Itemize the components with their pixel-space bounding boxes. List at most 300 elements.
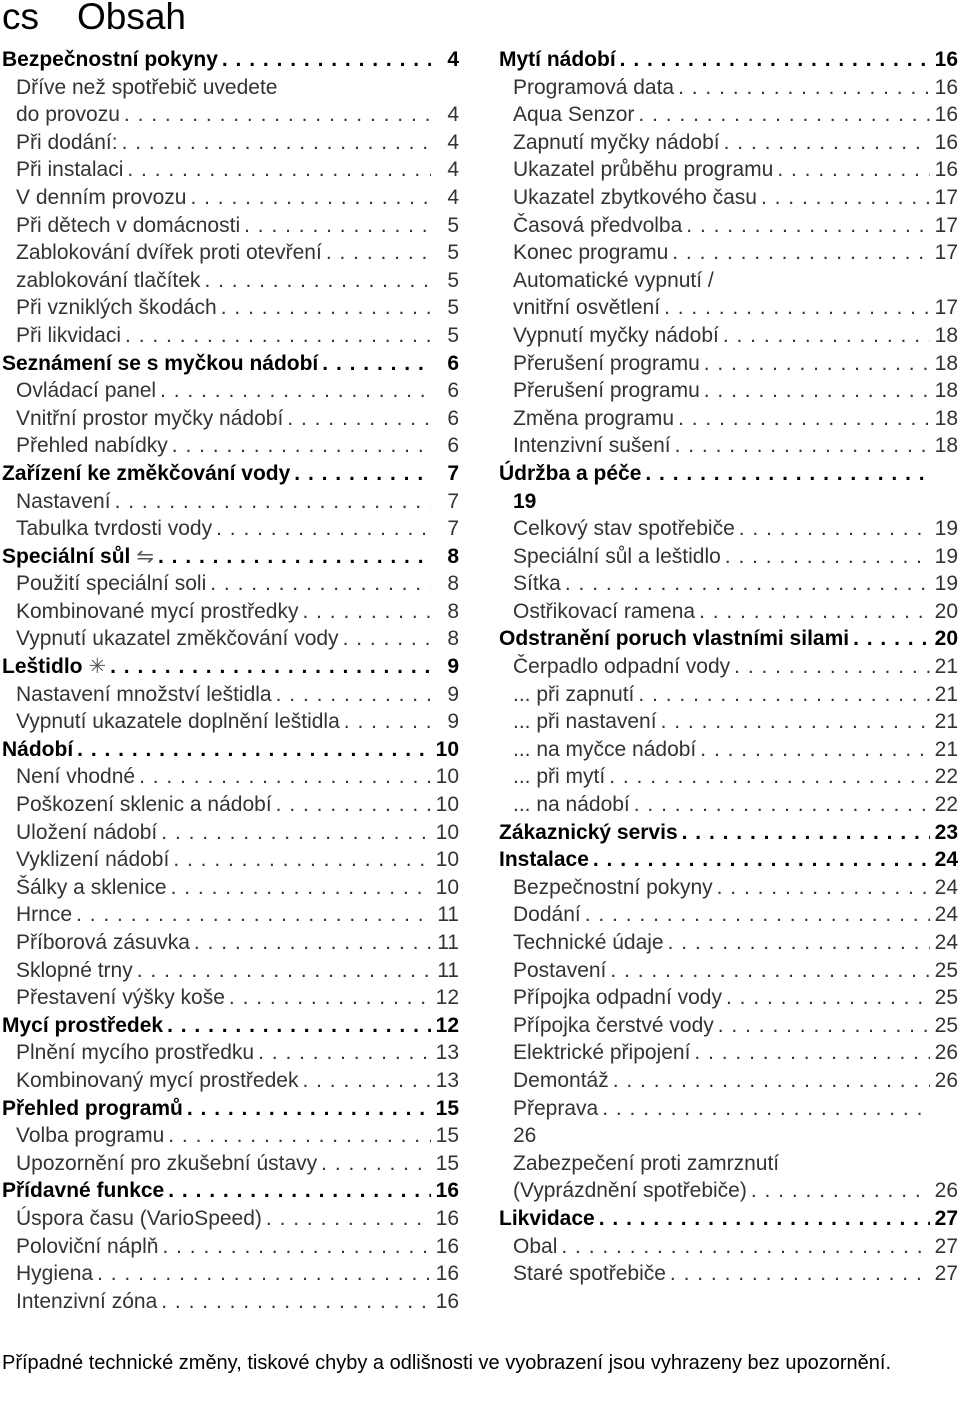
toc-entry[interactable] <box>2 901 459 929</box>
toc-entry[interactable] <box>499 929 958 957</box>
toc-entry[interactable] <box>499 322 958 350</box>
toc-entry[interactable] <box>2 1150 459 1178</box>
toc-entry-title: Elektrické připojení <box>513 1041 691 1065</box>
toc-page-number: 11 <box>437 903 459 927</box>
toc-entry[interactable] <box>499 377 958 405</box>
dot-leader <box>726 984 930 1012</box>
toc-entry-title: Vypnutí myčky nádobí <box>513 323 719 347</box>
toc-entry[interactable] <box>499 515 958 543</box>
toc-page-number: 16 <box>435 1206 459 1230</box>
toc-entry-title: Technické údaje <box>513 931 664 954</box>
page-title: Obsah <box>77 0 187 37</box>
dot-leader <box>717 874 930 902</box>
toc-entry-title: Leštidlo <box>2 655 83 679</box>
toc-entry[interactable] <box>2 819 459 847</box>
dot-leader <box>124 101 431 129</box>
toc-entry[interactable] <box>499 1122 958 1150</box>
toc-entry[interactable] <box>499 156 958 184</box>
toc-entry-title: Seznámení se s myčkou nádobí <box>2 351 319 375</box>
toc-entry-title: ... při zapnutí <box>513 682 635 706</box>
toc-entry[interactable] <box>2 874 459 902</box>
toc-entry[interactable] <box>499 267 958 295</box>
toc-entry-title: Tabulka tvrdosti vody <box>16 517 213 541</box>
toc-entry[interactable] <box>2 570 459 598</box>
toc-entry[interactable] <box>499 736 958 764</box>
toc-page-number: 9 <box>447 682 459 706</box>
dot-leader <box>190 184 431 212</box>
toc-page-number: 21 <box>934 655 958 679</box>
dot-leader <box>602 1095 930 1123</box>
dot-leader <box>222 46 431 74</box>
toc-page-number: 7 <box>447 489 459 513</box>
toc-page-number: 8 <box>447 572 459 596</box>
toc-entry-title: (Vyprázdnění spotřebiče) <box>513 1179 747 1203</box>
toc-section[interactable] <box>2 460 459 488</box>
toc-entry[interactable] <box>2 432 459 460</box>
toc-entry-title: Konec programu <box>513 241 669 265</box>
toc-section[interactable] <box>499 846 958 874</box>
toc-entry[interactable] <box>499 984 958 1012</box>
toc-entry-title: Mycí prostředek <box>2 1013 164 1037</box>
toc-entry-title: Poloviční náplň <box>16 1234 159 1258</box>
toc-page-number: 4 <box>447 130 459 154</box>
toc-entry[interactable] <box>499 1260 958 1288</box>
toc-entry[interactable] <box>2 1039 459 1067</box>
toc-entry[interactable] <box>2 405 459 433</box>
toc-entry[interactable] <box>2 267 459 295</box>
toc-entry[interactable] <box>2 377 459 405</box>
toc-entry-title: Přehled nabídky <box>16 434 168 458</box>
toc-entry-title: Speciální sůl a leštidlo <box>513 544 721 568</box>
toc-entry[interactable] <box>499 1067 958 1095</box>
toc-page-number: 22 <box>934 765 958 789</box>
toc-entry[interactable] <box>499 1233 958 1261</box>
dot-leader <box>593 846 930 874</box>
toc-page-number: 9 <box>447 710 459 734</box>
toc-page-number: 26 <box>934 1179 958 1203</box>
dot-leader <box>258 1039 431 1067</box>
toc-page-number: 20 <box>934 599 958 623</box>
dot-leader <box>127 156 431 184</box>
dot-leader <box>287 405 431 433</box>
toc-entry-title: Uložení nádobí <box>16 820 158 844</box>
toc-right-column <box>499 46 958 1288</box>
toc-entry-title: 26 <box>513 1124 537 1148</box>
dot-leader <box>610 957 930 985</box>
toc-section[interactable] <box>2 653 459 681</box>
toc-entry[interactable] <box>499 763 958 791</box>
toc-section[interactable] <box>2 350 459 378</box>
toc-entry-title: Zařízení ke změkčování vody <box>2 461 291 485</box>
toc-entry[interactable] <box>499 405 958 433</box>
toc-page-number: 25 <box>934 1013 958 1037</box>
toc-entry-title: ... při nastavení <box>513 710 657 734</box>
dot-leader <box>322 350 431 378</box>
toc-entry-title: Úspora času (VarioSpeed) <box>16 1206 262 1230</box>
toc-page-number: 10 <box>435 820 459 844</box>
dot-leader <box>97 1260 431 1288</box>
dot-leader <box>699 598 930 626</box>
toc-entry[interactable] <box>2 984 459 1012</box>
toc-entry[interactable] <box>499 681 958 709</box>
toc-entry[interactable] <box>2 1067 459 1095</box>
toc-page-number: 26 <box>934 1068 958 1092</box>
dot-leader <box>664 294 930 322</box>
dot-leader <box>168 1122 431 1150</box>
toc-page-number: 11 <box>437 958 459 982</box>
dot-leader <box>645 460 930 488</box>
toc-entry-title: Plnění mycího prostředku <box>16 1041 255 1065</box>
toc-entry[interactable] <box>499 212 958 240</box>
dot-leader <box>161 819 431 847</box>
toc-entry-title: Přehled programů <box>2 1096 183 1120</box>
toc-entry[interactable] <box>2 763 459 791</box>
dot-leader <box>613 1067 930 1095</box>
dot-leader <box>634 791 930 819</box>
toc-entry-title: Bezpečnostní pokyny <box>513 875 713 899</box>
toc-entry[interactable] <box>499 129 958 157</box>
toc-page-number: 24 <box>934 903 958 927</box>
toc-entry-title: Není vhodné <box>16 765 136 789</box>
toc-entry[interactable] <box>2 294 459 322</box>
toc-entry-title: Poškození sklenic a nádobí <box>16 793 272 817</box>
toc-entry-title: Vyklizení nádobí <box>16 848 170 872</box>
toc-entry-title: Při likvidaci <box>16 323 122 347</box>
dot-leader <box>167 1012 431 1040</box>
dot-leader <box>137 957 431 985</box>
dot-leader <box>725 543 930 571</box>
dot-leader <box>853 625 930 653</box>
toc-entry-title: Hygiena <box>16 1262 94 1286</box>
toc-entry-title: Zablokování dvířek proti otevření <box>16 241 322 265</box>
dot-leader <box>761 184 930 212</box>
toc-page-number: 10 <box>435 793 459 817</box>
toc-entry-title: Vypnutí ukazatel změkčování vody <box>16 627 339 651</box>
toc-entry[interactable] <box>499 488 958 516</box>
toc-entry-title: Sítka <box>513 572 561 596</box>
toc-entry-title: Přípojka odpadní vody <box>513 986 722 1010</box>
toc-page-number: 16 <box>934 103 958 127</box>
toc-entry-title: Nádobí <box>2 737 74 761</box>
toc-section[interactable] <box>2 543 459 571</box>
dot-leader <box>302 598 431 626</box>
toc-entry-title: Přípojka čerstvé vody <box>513 1013 714 1037</box>
toc-page-number: 27 <box>934 1234 958 1258</box>
toc-page-number: 4 <box>447 103 459 127</box>
toc-entry-title: ... na myčce nádobí <box>513 737 697 761</box>
toc-page-number: 27 <box>934 1262 958 1286</box>
toc-section[interactable] <box>2 46 459 74</box>
toc-entry-title: Vnitřní prostor myčky nádobí <box>16 406 284 430</box>
toc-page-number: 12 <box>435 986 459 1010</box>
toc-page-number: 10 <box>435 848 459 872</box>
toc-entry-title: Automatické vypnutí / <box>513 268 714 292</box>
dot-leader <box>158 543 431 571</box>
dot-leader <box>672 239 930 267</box>
toc-page-number: 16 <box>435 1262 459 1286</box>
toc-entry-title: Sklopné trny <box>16 958 133 982</box>
toc-section[interactable] <box>499 819 958 847</box>
toc-page-number: 17 <box>934 296 958 320</box>
toc-entry[interactable] <box>2 681 459 709</box>
toc-entry-title: Přeprava <box>513 1096 599 1120</box>
dot-leader <box>160 377 431 405</box>
toc-entry-title: Zapnutí myčky nádobí <box>513 130 720 154</box>
toc-entry[interactable] <box>499 570 958 598</box>
toc-page-number: 13 <box>435 1041 459 1065</box>
dot-leader <box>704 377 930 405</box>
dot-leader <box>751 1177 930 1205</box>
toc-page-number: 5 <box>447 323 459 347</box>
toc-entry-title: zablokování tlačítek <box>16 268 201 292</box>
dot-leader <box>638 681 930 709</box>
dot-leader <box>678 405 930 433</box>
toc-page-number: 5 <box>447 241 459 265</box>
toc-page-number: 22 <box>934 793 958 817</box>
toc-section[interactable] <box>499 1205 958 1233</box>
dot-leader <box>125 322 431 350</box>
toc-page-number: 6 <box>447 351 459 375</box>
dot-leader <box>210 570 431 598</box>
toc-entry-title: Instalace <box>499 848 589 872</box>
dot-leader <box>724 129 930 157</box>
toc-page-number: 26 <box>934 1041 958 1065</box>
toc-entry[interactable] <box>499 708 958 736</box>
toc-entry[interactable] <box>499 1039 958 1067</box>
toc-entry[interactable] <box>2 929 459 957</box>
rinse-aid-icon: ✳ <box>88 655 107 679</box>
toc-page-number: 15 <box>435 1096 459 1120</box>
toc-page-number: 10 <box>435 765 459 789</box>
toc-entry[interactable] <box>499 432 958 460</box>
toc-entry-title: Šálky a sklenice <box>16 875 167 899</box>
toc-section[interactable] <box>2 1012 459 1040</box>
dot-leader <box>171 874 431 902</box>
toc-page-number: 19 <box>934 517 958 541</box>
toc-entry-title: Časová předvolba <box>513 213 683 237</box>
toc-page-number: 8 <box>447 599 459 623</box>
toc-page-number: 12 <box>435 1013 459 1037</box>
toc-entry-title: Mytí nádobí <box>499 48 616 71</box>
toc-page-number: 10 <box>435 875 459 899</box>
toc-entry-title: Volba programu <box>16 1124 165 1148</box>
toc-entry[interactable] <box>2 129 459 157</box>
toc-entry-title: Změna programu <box>513 406 675 430</box>
dot-leader <box>302 1067 431 1095</box>
toc-page-number: 18 <box>934 323 958 347</box>
toc-entry[interactable] <box>2 1205 459 1233</box>
toc-section[interactable] <box>2 1177 459 1205</box>
toc-entry[interactable] <box>2 515 459 543</box>
toc-entry-title: Při dětech v domácnosti <box>16 213 241 237</box>
toc-entry[interactable] <box>499 1095 958 1123</box>
toc-entry[interactable] <box>2 156 459 184</box>
toc-entry-title: Likvidace <box>499 1206 595 1230</box>
toc-section[interactable] <box>499 625 958 653</box>
dot-leader <box>704 350 930 378</box>
toc-page-number: 16 <box>934 130 958 154</box>
toc-entry[interactable] <box>499 543 958 571</box>
toc-section[interactable] <box>499 46 958 74</box>
toc-entry-title: Aqua Senzor <box>513 103 635 127</box>
toc-entry-title: ... při mytí <box>513 765 606 789</box>
dot-leader <box>661 708 930 736</box>
toc-page-number: 18 <box>934 379 958 403</box>
toc-entry[interactable] <box>499 74 958 102</box>
dot-leader <box>294 460 431 488</box>
toc-entry[interactable] <box>499 791 958 819</box>
toc-page-number: 18 <box>934 351 958 375</box>
toc-page-number: 7 <box>447 517 459 541</box>
toc-entry-title: Odstranění poruch vlastními silami <box>499 627 850 651</box>
page-header <box>2 0 186 38</box>
toc-page-number: 8 <box>447 544 459 568</box>
dot-leader <box>173 846 431 874</box>
toc-entry[interactable] <box>2 212 459 240</box>
toc-entry-title: Postavení <box>513 958 607 982</box>
toc-page-number: 5 <box>447 213 459 237</box>
toc-entry[interactable] <box>2 322 459 350</box>
dot-leader <box>161 1288 431 1316</box>
toc-entry-title: Vypnutí ukazatele doplnění leštidla <box>16 710 340 734</box>
toc-page-number: 9 <box>447 655 459 679</box>
toc-entry-title: Celkový stav spotřebiče <box>513 517 735 541</box>
toc-page-number: 24 <box>934 931 958 954</box>
toc-entry[interactable] <box>2 791 459 819</box>
toc-entry[interactable] <box>499 101 958 129</box>
toc-entry-title: do provozu <box>16 103 120 127</box>
toc-entry[interactable] <box>499 294 958 322</box>
dot-leader <box>686 212 930 240</box>
toc-entry[interactable] <box>2 846 459 874</box>
toc-entry[interactable] <box>499 1177 958 1205</box>
toc-page-number: 17 <box>934 213 958 237</box>
toc-entry[interactable] <box>2 488 459 516</box>
dot-leader <box>620 46 930 74</box>
toc-entry[interactable] <box>499 1150 958 1178</box>
toc-entry[interactable] <box>2 598 459 626</box>
toc-entry[interactable] <box>2 239 459 267</box>
toc-page-number: 4 <box>447 158 459 182</box>
toc-page-number: 24 <box>934 848 958 872</box>
toc-entry-title: Ostřikovací ramena <box>513 599 696 623</box>
toc-entry[interactable] <box>2 1260 459 1288</box>
toc-page-number: 16 <box>934 48 958 71</box>
dot-leader <box>172 432 431 460</box>
toc-entry[interactable] <box>2 184 459 212</box>
toc-entry-title: V denním provozu <box>16 185 187 209</box>
dot-leader <box>678 74 930 102</box>
toc-page-number: 19 <box>934 544 958 568</box>
dot-leader <box>777 156 930 184</box>
toc-entry-title: Programová data <box>513 75 675 99</box>
toc-entry-title: Čerpadlo odpadní vody <box>513 655 731 679</box>
dot-leader <box>638 101 930 129</box>
dot-leader <box>187 1095 431 1123</box>
toc-entry[interactable] <box>2 1233 459 1261</box>
toc-page-number: 5 <box>447 268 459 292</box>
dot-leader <box>343 625 431 653</box>
dot-leader <box>221 294 431 322</box>
toc-entry[interactable] <box>2 101 459 129</box>
toc-entry-title: Při vzniklých škodách <box>16 296 217 320</box>
toc-entry-title: Upozornění pro zkušební ústavy <box>16 1151 318 1175</box>
toc-page-number: 16 <box>435 1234 459 1258</box>
toc-entry[interactable] <box>2 1122 459 1150</box>
dot-leader <box>739 515 930 543</box>
toc-entry-title: Ovládací panel <box>16 379 157 403</box>
toc-entry-title: Ukazatel průběhu programu <box>513 158 774 182</box>
dot-leader <box>670 1260 930 1288</box>
toc-entry[interactable] <box>499 1012 958 1040</box>
toc-page-number: 25 <box>934 986 958 1010</box>
toc-entry[interactable] <box>2 74 459 102</box>
toc-entry-title: Nastavení <box>16 489 111 513</box>
dot-leader <box>204 267 431 295</box>
dot-leader <box>76 901 431 929</box>
toc-page-number: 10 <box>435 737 459 761</box>
toc-entry[interactable] <box>499 957 958 985</box>
dot-leader <box>694 1039 930 1067</box>
toc-entry-title: Demontáž <box>513 1068 609 1092</box>
toc-entry[interactable] <box>499 598 958 626</box>
dot-leader <box>276 681 431 709</box>
toc-page-number: 16 <box>435 1179 459 1203</box>
toc-entry[interactable] <box>499 350 958 378</box>
toc-entry-title: Dříve než spotřebič uvedete <box>16 75 278 99</box>
dot-leader <box>122 129 431 157</box>
toc-entry[interactable] <box>2 1288 459 1316</box>
dot-leader <box>734 653 930 681</box>
toc-entry-title: Obal <box>513 1234 558 1258</box>
toc-entry-title: Bezpečnostní pokyny <box>2 48 218 71</box>
toc-page-number: 16 <box>435 1289 459 1313</box>
toc-entry[interactable] <box>2 708 459 736</box>
toc-page-number: 21 <box>934 710 958 734</box>
salt-icon: ⇋ <box>136 544 154 568</box>
toc-entry[interactable] <box>499 239 958 267</box>
toc-entry-title: Zabezpečení proti zamrznutí <box>513 1151 780 1175</box>
toc-entry-title: Nastavení množství leštidla <box>16 682 272 706</box>
toc-page-number: 16 <box>934 158 958 182</box>
toc-section[interactable] <box>2 1095 459 1123</box>
toc-page-number: 16 <box>934 75 958 99</box>
dot-leader <box>77 736 431 764</box>
dot-leader <box>266 1205 431 1233</box>
toc-entry-title: Zákaznický servis <box>499 820 678 844</box>
toc-entry[interactable] <box>499 184 958 212</box>
footer-note: Případné technické změny, tiskové chyby a odlišnosti ve vyobrazení jsou vyhrazeny bez upozornění. <box>2 1352 891 1374</box>
toc-entry[interactable] <box>499 653 958 681</box>
toc-entry[interactable] <box>499 874 958 902</box>
toc-entry-title: Speciální sůl <box>2 544 131 568</box>
toc-page-number: 13 <box>435 1068 459 1092</box>
dot-leader <box>110 653 431 681</box>
toc-section[interactable] <box>499 460 958 488</box>
dot-leader <box>700 736 930 764</box>
toc-entry[interactable] <box>499 901 958 929</box>
toc-section[interactable] <box>2 736 459 764</box>
toc-entry[interactable] <box>2 957 459 985</box>
toc-page-number: 21 <box>934 682 958 706</box>
toc-page-number: 21 <box>934 737 958 761</box>
toc-page-number: 5 <box>447 296 459 320</box>
toc-entry-title: 19 <box>513 489 537 513</box>
toc-page-number: 15 <box>435 1151 459 1175</box>
toc-entry-title: Při dodání: <box>16 130 118 154</box>
toc-entry[interactable] <box>2 625 459 653</box>
toc-page-number: 19 <box>934 572 958 596</box>
